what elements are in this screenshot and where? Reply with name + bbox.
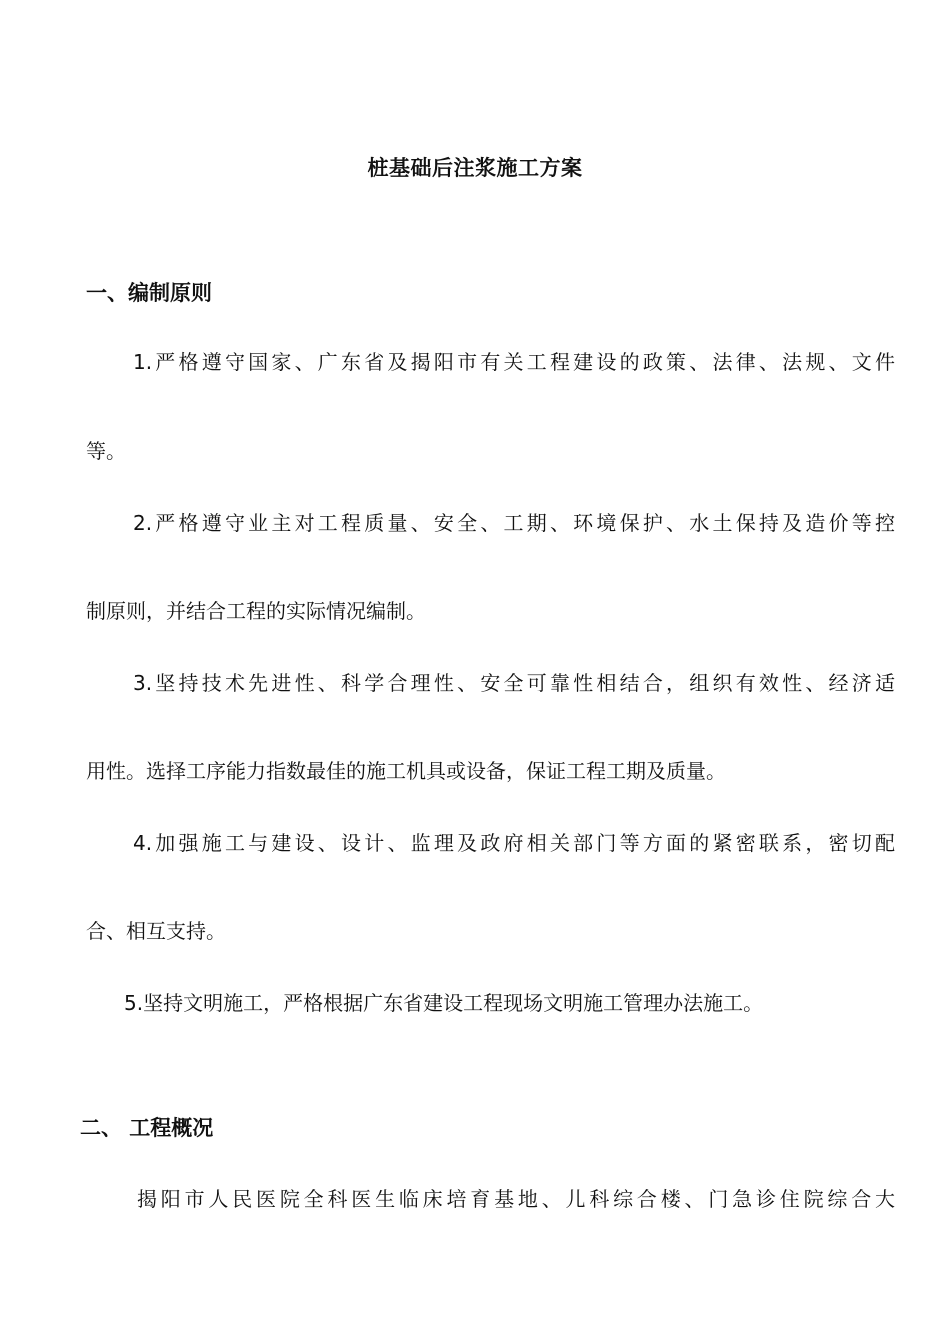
paragraph-1-line-1: 1.严格遵守国家、广东省及揭阳市有关工程建设的政策、法律、法规、文件 [133,350,895,374]
paragraph-1-line-2: 等。 [86,439,126,463]
paragraph-2-line-2: 制原则，并结合工程的实际情况编制。 [86,599,426,623]
paragraph-3-line-1: 3.坚持技术先进性、科学合理性、安全可靠性相结合，组织有效性、经济适 [133,671,895,695]
document-title: 桩基础后注浆施工方案 [367,156,583,180]
paragraph-5-line-1: 5.坚持文明施工，严格根据广东省建设工程现场文明施工管理办法施工。 [124,991,764,1015]
paragraph-3-line-2: 用性。选择工序能力指数最佳的施工机具或设备，保证工程工期及质量。 [86,759,726,783]
paragraph-6-line-1: 揭阳市人民医院全科医生临床培育基地、儿科综合楼、门急诊住院综合大 [137,1187,895,1211]
paragraph-2-line-1: 2.严格遵守业主对工程质量、安全、工期、环境保护、水土保持及造价等控 [133,511,895,535]
paragraph-4-line-2: 合、相互支持。 [86,919,226,943]
paragraph-4-line-1: 4.加强施工与建设、设计、监理及政府相关部门等方面的紧密联系，密切配 [133,831,895,855]
section-heading-1: 一、编制原则 [86,281,212,305]
section-heading-2: 二、 工程概况 [80,1116,214,1140]
